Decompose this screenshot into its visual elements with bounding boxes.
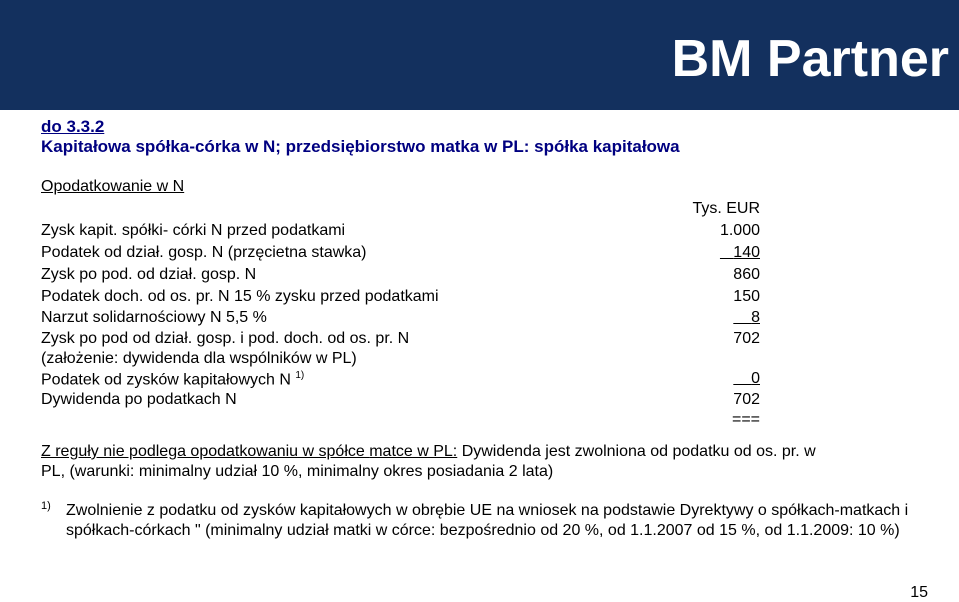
row-value: 1.000 (719, 222, 760, 239)
subheading: Opodatkowanie w N (41, 178, 185, 195)
row-label: Zysk po pod. od dział. gosp. N (41, 266, 257, 283)
section-number: do 3.3.2 (41, 117, 105, 136)
row-label: Zysk kapit. spółki- córki N przed podatkami (41, 222, 346, 239)
row-label: Podatek od dział. gosp. N (przęcietna stawka) (41, 244, 367, 261)
note-part2: matce w PL: (369, 443, 458, 460)
section-title: Kapitałowa spółka-córka w N; przedsiębiorstwo matka w PL: spółka kapitałowa (41, 137, 680, 156)
header-banner (0, 0, 959, 110)
row-value: 8 (751, 309, 760, 326)
page-number: 15 (910, 584, 928, 601)
row-value: 150 (733, 288, 760, 305)
footnote-mark: 1) (41, 500, 51, 512)
row-label: Zysk po pod od dział. gosp. i pod. doch. od os. pr. N (41, 330, 410, 347)
row-value: 702 (733, 391, 760, 408)
brand-logo-text: BM Partner (671, 30, 949, 88)
footnote-ref: 1) (295, 370, 305, 381)
unit-label: Tys. EUR (692, 200, 760, 217)
row-label: Podatek doch. od os. pr. N 15 % zysku przed podatkami (41, 288, 439, 305)
row-value: 140 (733, 244, 760, 261)
row-label: Podatek od zysków kapitałowych N $^{1)}$ (41, 370, 305, 389)
row-value: 0 (751, 370, 760, 387)
row-value: 702 (733, 330, 760, 347)
footnote-text: Zwolnienie z podatku od zysków kapitałowych w obrębie UE na wniosek na podstawie Dyrektywy o spółkach-matkach i spółkach-córkach " (minimalny udział matki w córce: bezpośrednio od 20 %, od 1.1.2007 od 15 %, od 1.1.2009: 10 %) (66, 502, 909, 539)
row-value: 860 (733, 266, 760, 283)
note-paragraph (41, 442, 821, 482)
note-part1: Z reguły nie podlega opodatkowaniu w spółce (41, 443, 370, 460)
row-label: Dywidenda po podatkach N (41, 391, 237, 408)
row-label: Narzut solidarnościowy N 5,5 % (41, 309, 267, 326)
total-marker: === (731, 411, 760, 428)
row-label: (założenie: dywidenda dla wspólników w PL) (41, 350, 357, 367)
note-part3: Dywidenda jest zwolniona od podatku od os. pr. w PL, (warunki: minimalny udział 10 %, minimalny okres posiadania 2 lata) (41, 443, 816, 480)
